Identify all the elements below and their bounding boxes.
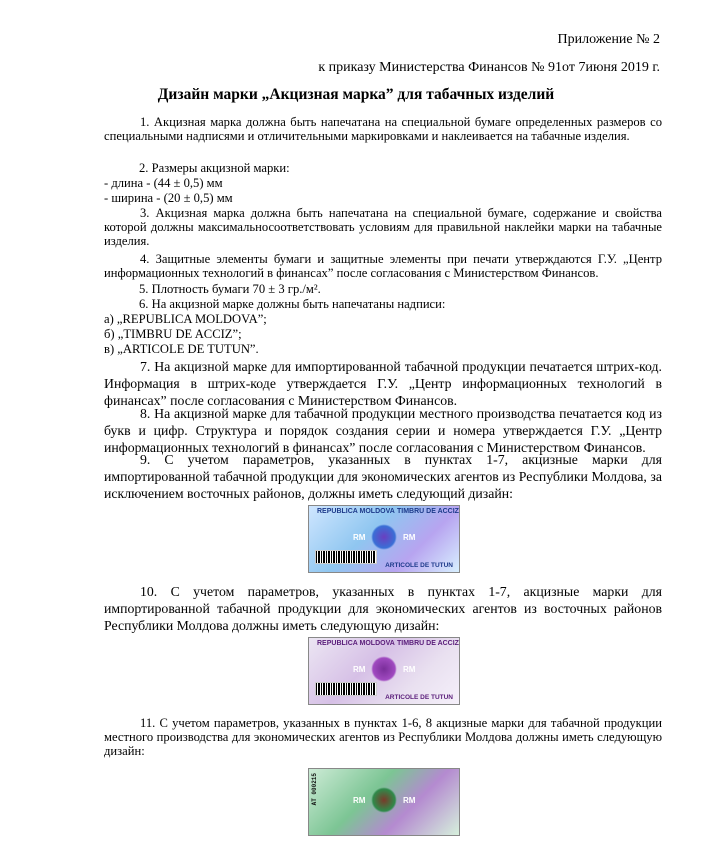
page-title: Дизайн марки „Акцизная марка” для табачных изделий (157, 86, 555, 103)
paragraph-4: 4. Защитные элементы бумаги и защитные элементы при печати утверждаются Г.У. „Центр информационных технологий в финансах” после согласования с Министерством Финансов. (104, 252, 662, 280)
paragraph-1: 1. Акцизная марка должна быть напечатана на специальной бумаге определенных размеров со специальными надписями и отличительными маркировками и наклеивается на табачные изделия. (104, 115, 662, 143)
inscription-b: б) „TIMBRU DE ACCIZ”; (104, 327, 242, 341)
paragraph-7: 7. На акцизной марке для импортированной табачной продукции печатается штрих-код. Информация в штрих-коде утверждается Г.У. „Центр информационных технологий в финансах” после согласования с Министерством Финансов. (104, 359, 662, 408)
stamp-country-text: REPUBLICA MOLDOVA (317, 640, 395, 647)
stamp-country-text: REPUBLICA MOLDOVA (317, 508, 395, 515)
stamp-rm-label: RM (403, 796, 416, 805)
order-reference: к приказу Министерства Финансов № 91от 7июня 2019 г. (318, 60, 660, 75)
excise-stamp-violet (308, 637, 460, 705)
inscription-c: в) „ARTICOLE DE TUTUN”. (104, 342, 259, 356)
stamp-product-text: ARTICOLE DE TUTUN (385, 694, 453, 701)
stamp-rm-label: RM (403, 665, 416, 674)
paragraph-10: 10. С учетом параметров, указанных в пунктах 1-7, акцизные марки для импортированной табачной продукции для экономических агентов из восточных районов Республики Молдова должны иметь следующую дизайн: (104, 584, 662, 633)
coat-of-arms-emblem (371, 787, 397, 813)
paragraph-3: 3. Акцизная марка должна быть напечатана на специальной бумаге, содержание и свойства которой должны максимальносоответствовать условиям для правильной наклейки марки на табачные изделия. (104, 206, 662, 248)
paragraph-2: 2. Размеры акцизной марки: (139, 161, 290, 175)
barcode (315, 682, 377, 696)
paragraph-5: 5. Плотность бумаги 70 ± 3 гр./м². (139, 282, 321, 296)
inscription-a: а) „REPUBLICA MOLDOVA”; (104, 312, 267, 326)
excise-stamp-blue (308, 505, 460, 573)
stamp-rm-label: RM (353, 665, 366, 674)
width-item: - ширина - (20 ± 0,5) мм (104, 191, 233, 205)
coat-of-arms-emblem (371, 656, 397, 682)
appendix-label: Приложение № 2 (557, 32, 660, 47)
stamp-rm-label: RM (403, 533, 416, 542)
paragraph-6: 6. На акцизной марке должны быть напечатаны надписи: (139, 297, 446, 311)
coat-of-arms-emblem (371, 524, 397, 550)
stamp-type-text: TIMBRU DE ACCIZ (397, 508, 459, 515)
paragraph-8: 8. На акцизной марке для табачной продукции местного производства печатается код из букв и цифр. Структура и порядок создания серии и номера утверждается Г.У. „Центр информационных технологий в финансах” после согласования с Министерством Финансов. (104, 406, 662, 455)
length-item: - длина - (44 ± 0,5) мм (104, 176, 223, 190)
stamp-serial-number: AT 000215 (311, 773, 318, 806)
paragraph-11: 11. С учетом параметров, указанных в пунктах 1-6, 8 акцизные марки для табачной продукции местного производства для экономических агентов из Республики Молдова должны иметь следующую дизайн: (104, 716, 662, 758)
stamp-type-text: TIMBRU DE ACCIZ (397, 640, 459, 647)
excise-stamp-green (308, 768, 460, 836)
barcode (315, 550, 377, 564)
stamp-rm-label: RM (353, 533, 366, 542)
paragraph-9: 9. С учетом параметров, указанных в пунктах 1-7, акцизные марки для импортированной табачной продукции для экономических агентов из Республики Молдова, за исключением восточных районов, должны иметь следующий дизайн: (104, 452, 662, 501)
stamp-product-text: ARTICOLE DE TUTUN (385, 562, 453, 569)
stamp-rm-label: RM (353, 796, 366, 805)
